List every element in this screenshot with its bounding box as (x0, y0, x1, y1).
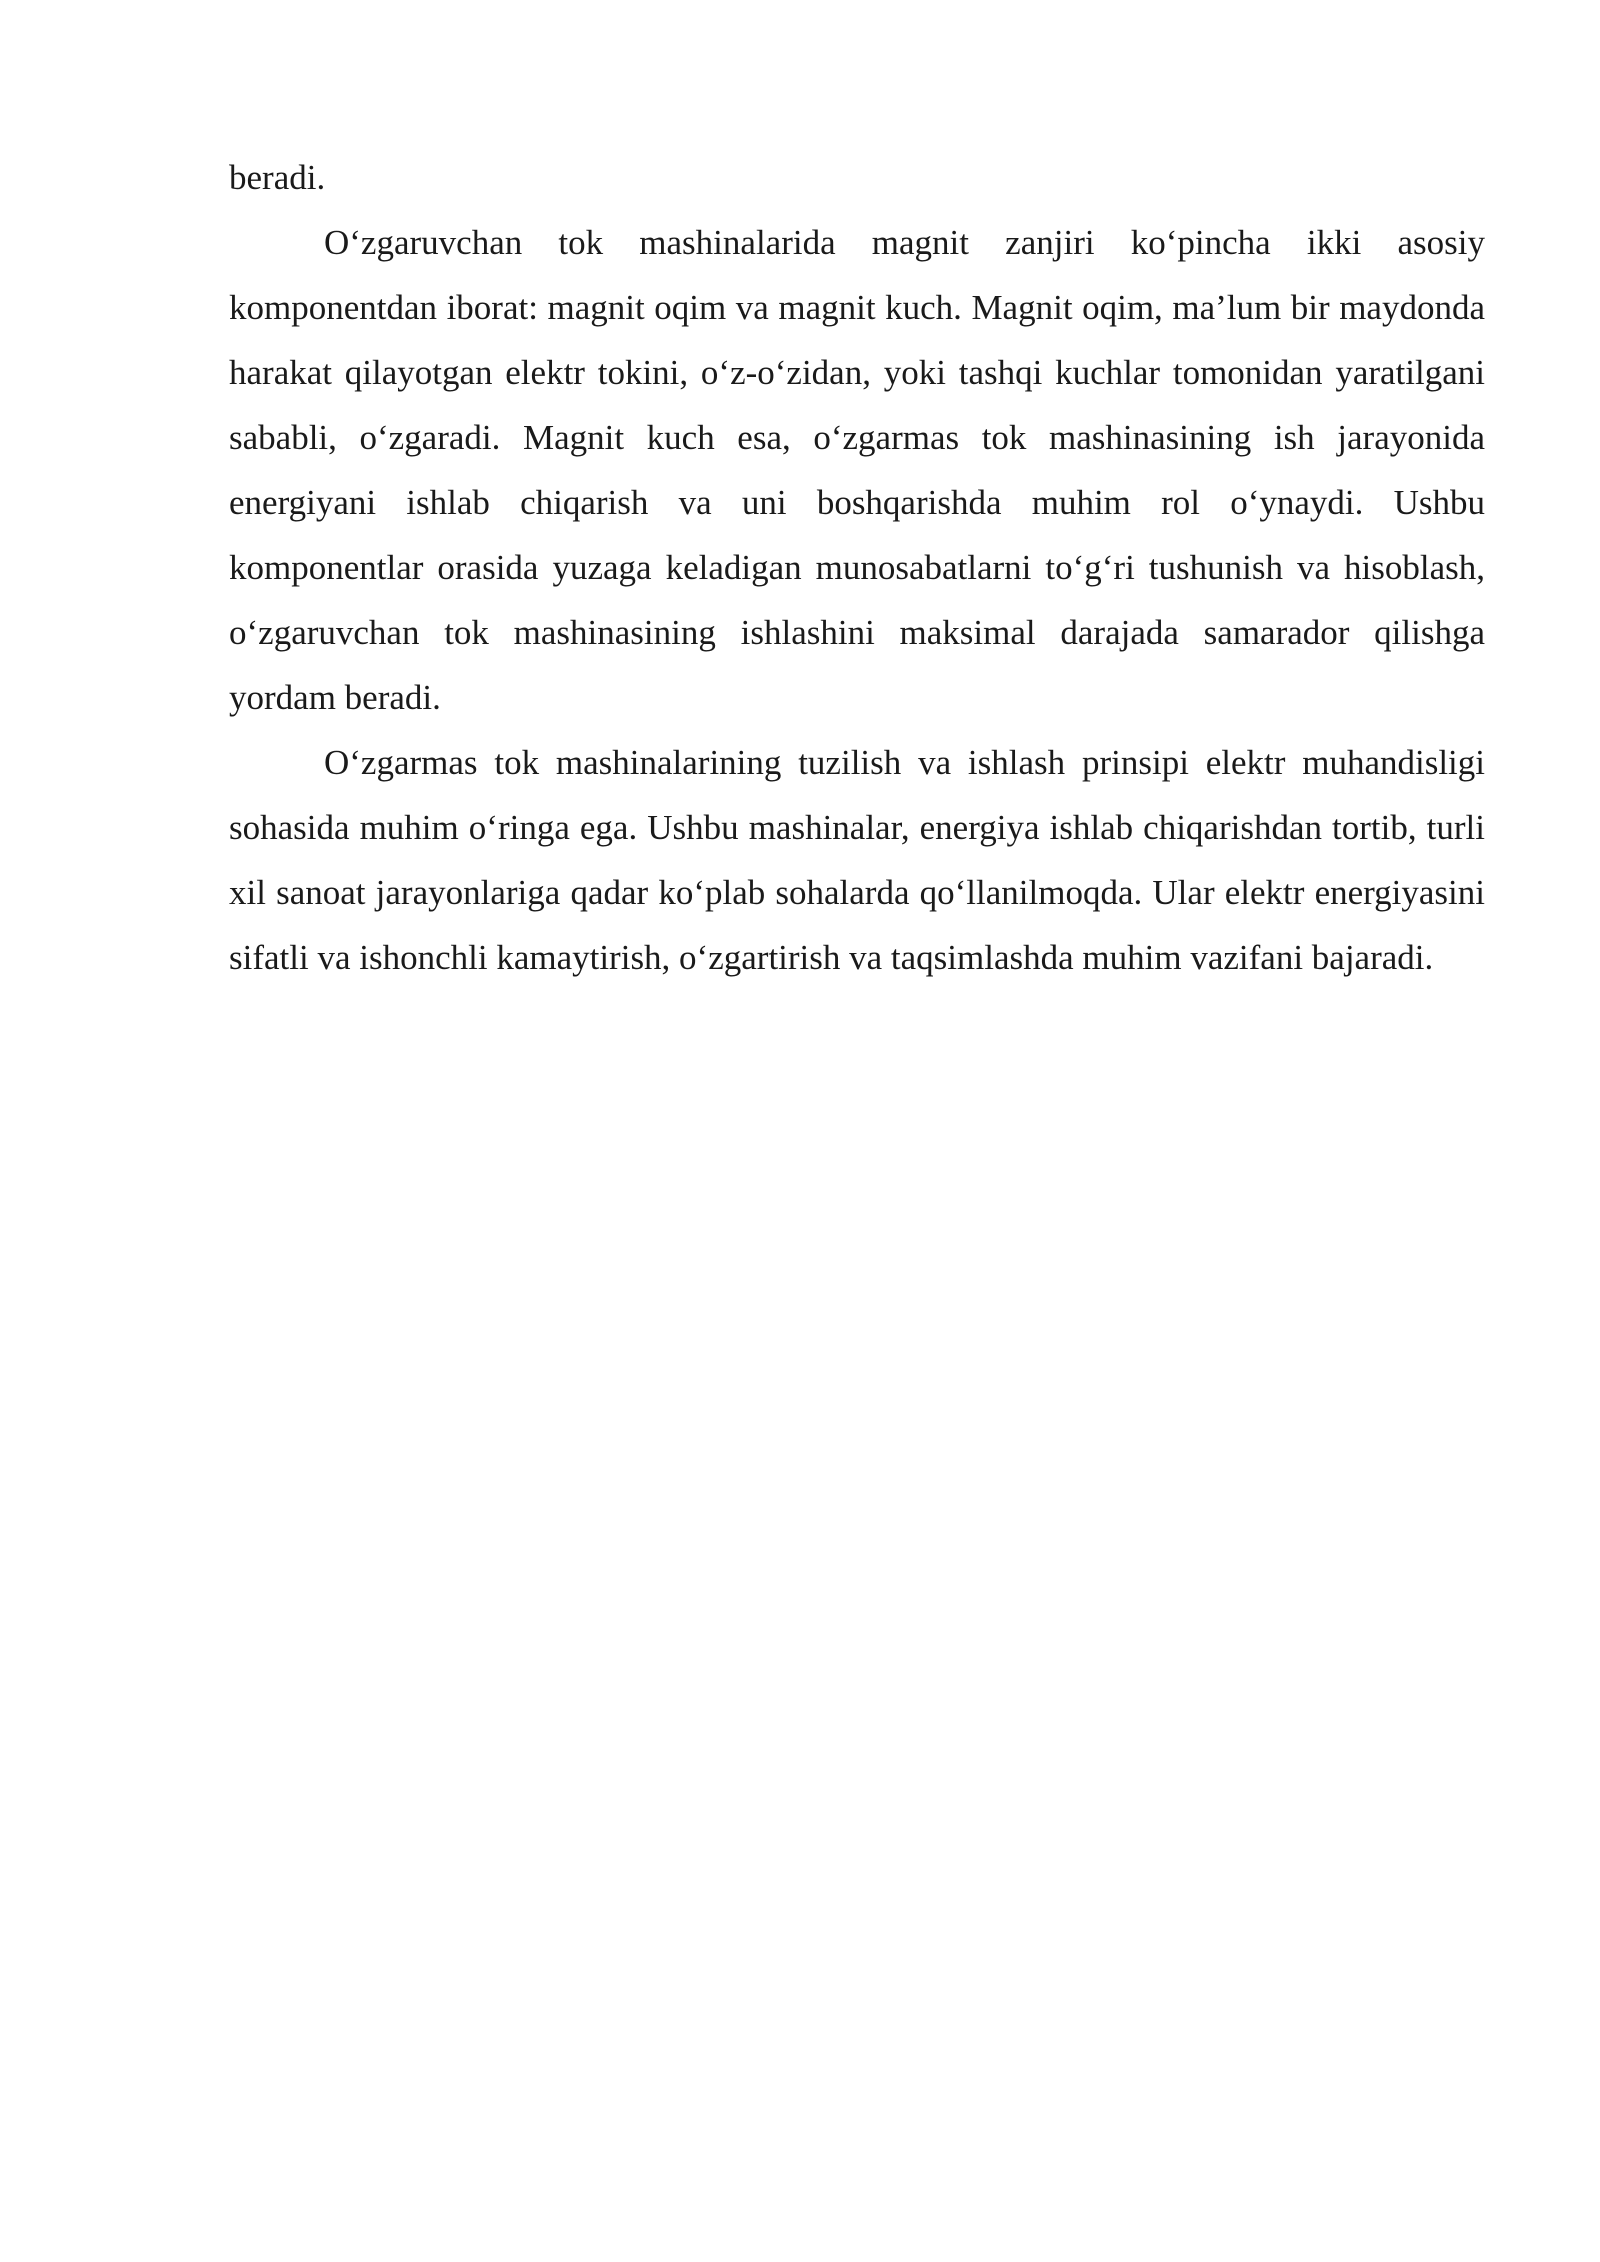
document-body (229, 145, 1485, 990)
paragraph-continuation: beradi. (229, 158, 326, 197)
paragraph-dc-machines: O‘zgarmas tok mashinalarining tuzilish va ishlash prinsipi elektr muhandisligi sohasida muhim o‘ringa ega. Ushbu mashinalar, energiya ishlab chiqarishdan tortib, turli xil sanoat jarayonlariga qadar ko‘plab sohalarda qo‘llanilmoqda. Ular elektr energiyasini sifatli va ishonchli kamaytirish, o‘zgartirish va taqsimlashda muhim vazifani bajaradi. (229, 743, 1485, 977)
paragraph-magnetic-circuit: O‘zgaruvchan tok mashinalarida magnit zanjiri ko‘pincha ikki asosiy komponentdan iborat: magnit oqim va magnit kuch. Magnit oqim, ma’lum bir maydonda harakat qilayotgan elektr tokini, o‘z-o‘zidan, yoki tashqi kuchlar tomonidan yaratilgani sababli, o‘zgaradi. Magnit kuch esa, o‘zgarmas tok mashinasining ish jarayonida energiyani ishlab chiqarish va uni boshqarishda muhim rol o‘ynaydi. Ushbu komponentlar orasida yuzaga keladigan munosabatlarni to‘g‘ri tushunish va hisoblash, o‘zgaruvchan tok mashinasining ishlashini maksimal darajada samarador qilishga yordam beradi. (229, 223, 1485, 717)
